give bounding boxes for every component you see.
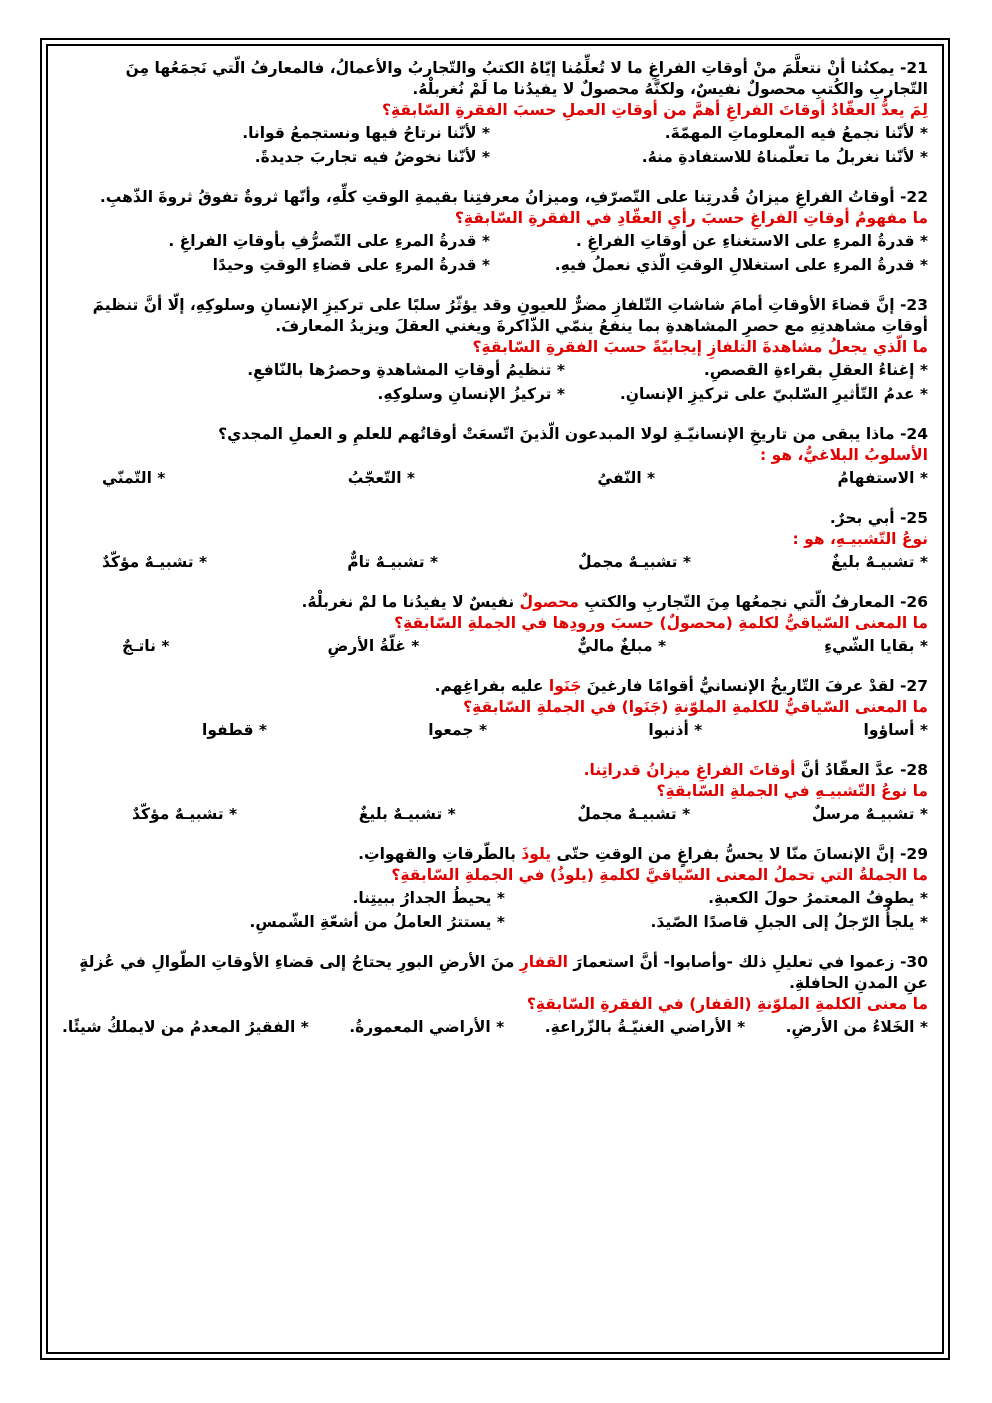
answer-options: [62, 886, 928, 934]
question-prompt: ما الّذي يجعلُ مشاهدةَ التلفازِ إيجابيّةً حسبَ الفقرةِ السّابقةِ؟: [472, 338, 928, 356]
question-28: [62, 760, 928, 826]
answer-options: [62, 466, 928, 490]
answer-options: [62, 718, 928, 742]
question-text: [62, 844, 928, 865]
worksheet-content: [62, 58, 928, 1057]
question-22: [62, 187, 928, 277]
question-text: [62, 592, 928, 613]
option-b[interactable]: * أذنبوا: [648, 721, 703, 739]
option-a[interactable]: * تشبيـهٌ مرسلٌ: [811, 805, 928, 823]
question-21: [62, 58, 928, 169]
option-d[interactable]: * قدرةُ المرءِ على قضاءِ الوقتِ وحيدًا: [212, 256, 490, 274]
option-b[interactable]: * تشبيـهٌ مجملٌ: [577, 805, 691, 823]
question-23: [62, 295, 928, 406]
question-text: [62, 676, 928, 697]
text-part: 30- زعموا في تعليلِ ذلك -وأصابوا- أنَّ استعمارَ: [568, 953, 928, 971]
question-prompt: ما الجملةُ التي تحملُ المعنى السّياقيَّ لكلمةِ (يلوذُ) في الجملةِ السّابقةِ؟: [391, 866, 928, 884]
question-26: [62, 592, 928, 658]
option-d[interactable]: * التّمنّي: [102, 469, 166, 487]
option-a[interactable]: * لأنّنا نجمعُ فيه المعلوماتِ المهمّةَ.: [664, 124, 928, 142]
answer-options: [62, 121, 928, 169]
option-a[interactable]: * تشبيـهٌ بليغٌ: [831, 553, 928, 571]
question-29: [62, 844, 928, 934]
option-c[interactable]: * التّعجّبُ: [347, 469, 416, 487]
option-d[interactable]: * الفقيرُ المعدمُ من لايملكُ شيئًا.: [62, 1018, 309, 1036]
option-a[interactable]: * قدرةُ المرءِ على الاستغناءِ عن أوقاتِ الفراغِ .: [575, 232, 928, 250]
question-24: [62, 424, 928, 490]
text-part: 28- عدَّ العقّادُ أنَّ: [795, 761, 928, 779]
highlighted-word: جَنَوا: [548, 677, 582, 695]
option-a[interactable]: * أساؤوا: [863, 721, 928, 739]
option-d[interactable]: * تشبيـهٌ مؤكّدٌ: [102, 553, 208, 571]
highlighted-phrase: أوقاتَ الفراغِ ميزانُ قدراتِنا.: [583, 761, 796, 779]
answer-options: [62, 358, 928, 406]
option-c[interactable]: * غلّةُ الأرضِ: [327, 637, 420, 655]
question-27: [62, 676, 928, 742]
option-d[interactable]: * قطفوا: [202, 721, 267, 739]
question-prompt: ما المعنى السّياقيُّ للكلمةِ الملوّنةِ (جَنَوا) في الجملةِ السّابقةِ؟: [463, 698, 928, 716]
highlighted-word: محصولٌ: [519, 593, 579, 611]
option-b[interactable]: * الأراضي الغنيّـةُ بالزّراعةِ.: [544, 1018, 746, 1036]
answer-options: [62, 1015, 928, 1039]
text-part: 26- المعارفُ الّتي نجمعُها مِنَ التّجاربِ والكتبِ: [578, 593, 928, 611]
question-text: [62, 952, 928, 994]
option-c[interactable]: * الأراضي المعمورةُ.: [349, 1018, 505, 1036]
text-part: 27- لقدْ عرفَ التّاريخُ الإنسانيُّ أقوامًا فارغينَ: [581, 677, 928, 695]
option-d[interactable]: * يستترُ العاملُ من أشعّةِ الشّمسِ.: [249, 913, 505, 931]
option-a[interactable]: * الاستفهامُ: [837, 469, 928, 487]
option-c[interactable]: * يلجأُ الرّجلُ إلى الجبلِ قاصدًا الصّيدَ.: [650, 913, 928, 931]
option-b[interactable]: * تنظيمُ أوقاتِ المشاهدةِ وحصرُها بالنّافعِ.: [247, 361, 565, 379]
text-part: عليه بفراغِهم.: [434, 677, 549, 695]
text-part: منَ الأرضِ البورِ يحتاجُ إلى قضاءِ الأوقاتِ الطّوالِ في عُزلةٍ عنِ المدنِ الحافلةِ.: [79, 953, 928, 992]
question-prompt: ما المعنى السّياقيُّ لكلمةِ (محصولٌ) حسبَ ورودِها في الجملةِ السّابقةِ؟: [394, 614, 928, 632]
option-c[interactable]: * جمعوا: [428, 721, 488, 739]
option-c[interactable]: * تشبيـهٌ بليغٌ: [358, 805, 456, 823]
option-d[interactable]: * ناتـجٌ: [122, 637, 170, 655]
option-b[interactable]: * قدرةُ المرءِ على التّصرُّفِ بأوقاتِ الفراغِ .: [168, 232, 490, 250]
option-a[interactable]: * إغناءُ العقلِ بقراءةِ القصصِ.: [703, 361, 928, 379]
answer-options: [62, 229, 928, 277]
option-b[interactable]: * مبلغٌ ماليٌّ: [577, 637, 667, 655]
answer-options: [62, 802, 928, 826]
option-a[interactable]: * الخَلاءُ من الأرضِ.: [785, 1018, 928, 1036]
option-d[interactable]: * لأنّنا نخوضُ فيه تجاربَ جديدةً.: [254, 148, 490, 166]
option-d[interactable]: * تركيزُ الإنسانِ وسلوكِهِ.: [377, 385, 565, 403]
answer-options: [62, 550, 928, 574]
option-a[interactable]: * يطوفُ المعتمرُ حولَ الكعبةِ.: [708, 889, 928, 907]
option-c[interactable]: * لأنّنا نغربلُ ما تعلّمناهُ للاستفادةِ منهُ.: [641, 148, 928, 166]
question-prompt: لِمَ يعدُّ العقّادُ أوقاتَ الفراغِ أهمَّ من أوقاتِ العملِ حسبَ الفقرةِ السّابقةِ؟: [381, 101, 928, 119]
answer-options: [62, 634, 928, 658]
option-a[interactable]: * بقايا الشّيءِ: [824, 637, 928, 655]
option-c[interactable]: * تشبيـهٌ تامٌّ: [347, 553, 439, 571]
option-c[interactable]: * عدمُ التّأثيرِ السّلبيّ على تركيزِ الإنسانِ.: [619, 385, 928, 403]
option-b[interactable]: * النّفيُ: [597, 469, 656, 487]
question-prompt: نوعُ التّشبيـهِ، هو :: [792, 530, 928, 548]
option-b[interactable]: * تشبيـهٌ مجملٌ: [578, 553, 691, 571]
question-prompt: ما مفهومُ أوقاتِ الفراغِ حسبَ رأيِ العقّادِ في الفقرةِ السّابقةِ؟: [454, 209, 928, 227]
question-prompt: ما نوعُ التّشبيـهِ في الجملةِ السّابقةِ؟: [656, 782, 928, 800]
highlighted-word: يلوذَ: [521, 845, 552, 863]
option-c[interactable]: * قدرةُ المرءِ على استغلالِ الوقتِ الّذي نعملُ فيهِ.: [554, 256, 928, 274]
option-d[interactable]: * تشبيـهٌ مؤكّدٌ: [132, 805, 238, 823]
question-prompt: الأسلوبُ البلاغيُّ، هو :: [760, 446, 928, 464]
question-text: 21- يمكنُنا أنْ نتعلَّمَ منْ أوقاتِ الفراغِ ما لا تُعلِّمُنا إيّاهُ الكتبُ والتّجاربُ والأعمالُ، فالمعارفُ الّتي نَجمَعُها مِنَ التّجاربِ والكُتبِ محصولٌ نفيسٌ، ولكنَّهُ محصولٌ لا يفيدُنا ما لَمْ نُغربلْهُ.: [125, 59, 928, 98]
question-text: 25- أبي بحرٌ.: [829, 509, 928, 527]
question-text: 23- إنَّ قضاءَ الأوقاتِ أمامَ شاشاتِ التّلفازِ مضرٌّ للعيونِ وقد يؤثّرُ سلبًا على تركيزِ الإنسانِ وسلوكِهِ، إلّا أنَّ تنظيمَ أوقاتِ مشاهدتِهِ مع حصرِ المشاهدةِ بما ينفعُ ينمّي الذّاكرةَ ويغني العقلَ ويزيدُ المعارفَ.: [92, 296, 928, 335]
highlighted-word: القفارِ: [519, 953, 569, 971]
question-text: [62, 760, 928, 781]
question-text: 22- أوقاتُ الفراغِ ميزانُ قُدرتِنا على التّصرّفِ، وميزانُ معرفتِنا بقيمةِ الوقتِ كلِّهِ، وأنّها ثروةٌ تفوقُ ثروةَ الذّهبِ.: [99, 188, 928, 206]
question-text: 24- ماذا يبقى من تاريخِ الإنسانيّـةِ لولا المبدعون الّذينَ اتّسعَتْ أوقاتُهم للعلمِ و العملِ المجدي؟: [218, 425, 928, 443]
text-part: 29- إنَّ الإنسانَ منّا لا يحسُّ بفراغٍ من الوقتِ حتّى: [551, 845, 928, 863]
question-prompt: ما معنى الكلمةِ الملوّنةِ (القفار) في الفقرةِ السّابقةِ؟: [526, 995, 928, 1013]
question-30: [62, 952, 928, 1039]
question-25: [62, 508, 928, 574]
option-b[interactable]: * لأنّنا نرتاحُ فيها ونستجمعُ قوانا.: [242, 124, 490, 142]
option-b[interactable]: * يحيطُ الجدارُ ببيتِنا.: [352, 889, 505, 907]
text-part: نفيسٌ لا يفيدُنا ما لمْ نغربلْهُ.: [301, 593, 520, 611]
text-part: بالطّرقاتِ والقهواتِ.: [358, 845, 522, 863]
